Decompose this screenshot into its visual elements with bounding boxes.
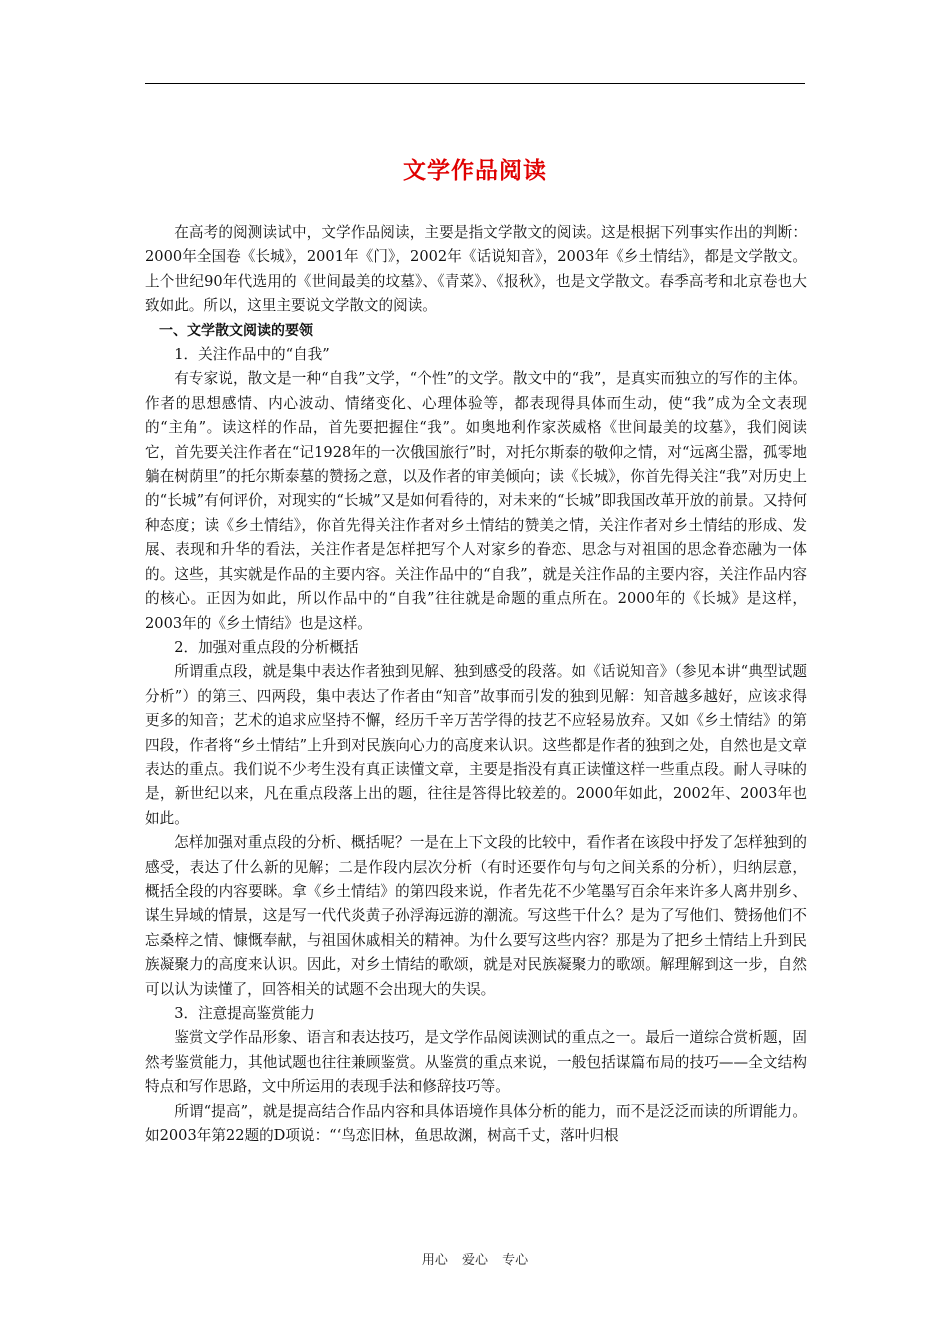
paragraph: 所谓“提高”，就是提高结合作品内容和具体语境作具体分析的能力，而不是泛泛而读的所谓能力。如2003年第22题的D项说：“‘鸟恋旧林，鱼思故渊，树高千丈，落叶归根 [145, 1102, 807, 1145]
paragraph: 所谓重点段，就是集中表达作者独到见解、独到感受的段落。如《话说知音》（参见本讲“典型试题分析”）的第三、四两段，集中表达了作者由“知音”故事而引发的独到见解：知音越多越好，应该求得更多的知音；艺术的追求应坚持不懈，经历千辛万苦学得的技艺不应轻易放弃。又如《乡土情结》的第四段，作者将“乡土情结”上升到对民族向心力的高度来认识。这些都是作者的独到之处，自然也是文章表达的重点。我们说不少考生没有真正读懂文章，主要是指没有真正读懂这样一些重点段。耐人寻味的是，新世纪以来，凡在重点段落上出的题，往往是答得比较差的。2000年如此，2002年、2003年也如此。 [145, 663, 807, 827]
subheading-1: 1．关注作品中的“自我” [174, 346, 330, 364]
paragraph: 怎样加强对重点段的分析、概括呢？一是在上下文段的比较中，看作者在该段中抒发了怎样独到的感受，表达了什么新的见解；二是作段内层次分析（有时还要作句与句之间关系的分析），归纳层意，概括全段的内容要眯。拿《乡土情结》的第四段来说，作者先花不少笔墨写百余年来许多人离井别乡、谋生异域的情景，这是写一代代炎黄子孙浮海远游的潮流。写这些干什么？是为了写他们、赞扬他们不忘桑梓之情、慷慨奉献，与祖国休戚相关的精神。为什么要写这些内容？那是为了把乡土情结上升到民族凝聚力的高度来认识。因此，对乡土情结的歌颂，就是对民族凝聚力的歌颂。解理解到这一步，自然可以认为读懂了，回答相关的试题不会出现大的失误。 [145, 834, 807, 998]
page-title: 文学作品阅读 [403, 158, 547, 184]
section-heading-1: 一、文学散文阅读的要领 [159, 322, 313, 339]
subheading-3: 3．注意提高鉴赏能力 [174, 1005, 315, 1022]
paragraph: 鉴赏文学作品形象、语言和表达技巧，是文学作品阅读测试的重点之一。最后一道综合赏析题，固然考鉴赏能力，其他试题也往往兼顾鉴赏。从鉴赏的重点来说，一般包括谋篇布局的技巧——全文结构特点和写作思路，文中所运用的表现手法和修辞技巧等。 [145, 1029, 807, 1096]
page-footer: 用心 爱心 专心 [421, 1253, 529, 1268]
paragraph: 有专家说，散文是一种“自我”文学，“个性”的文学。散文中的“我”，是真实而独立的写作的主体。作者的思想感情、内心波动、情绪变化、心理体验等，都表现得具体而生动，使“我”成为全文表现的“主角”。读这样的作品，首先要把握住“我”。如奥地利作家茨威格《世间最美的坟墓》，我们阅读它，首先要关注作者在“记1928年的一次俄国旅行”时，对托尔斯泰的敬仰之情，对“远离尘嚣，孤零地躺在树荫里”的托尔斯泰墓的赞扬之意，以及作者的审美倾向；读《长城》，你首先得关注“我”对历史上的“长城”有何评价，对现实的“长城”又是如何看待的，对未来的“长城”即我国改革开放的前景。又持何种态度；读《乡土情结》，你首先得关注作者对乡土情结的赞美之情，关注作者对乡土情结的形成、发展、表现和升华的看法，关注作者是怎样把写个人对家乡的眷恋、思念与对祖国的思念眷恋融为一体的。这些，其实就是作品的主要内容。关注作品中的“自我”，就是关注作品的主要内容，关注作品内容的核心。正因为如此，所以作品中的“自我”往往就是命题的重点所在。2000年的《长城》是这样，2003年的《乡土情结》也是这样。 [145, 370, 807, 632]
article-body [145, 221, 807, 1148]
header-rule [145, 83, 805, 84]
subheading-2: 2．加强对重点段的分析概括 [174, 638, 359, 656]
paragraph-intro: 在高考的阅测读试中，文学作品阅读，主要是指文学散文的阅读。这是根据下列事实作出的判断：2000年全国卷《长城》，2001年《门》，2002年《话说知音》，2003年《乡土情结》，都是文学散文。上个世纪90年代选用的《世间最美的坟墓》、《青菜》、《报秋》，也是文学散文。春季高考和北京卷也大致如此。所以，这里主要说文学散文的阅读。 [145, 224, 807, 315]
